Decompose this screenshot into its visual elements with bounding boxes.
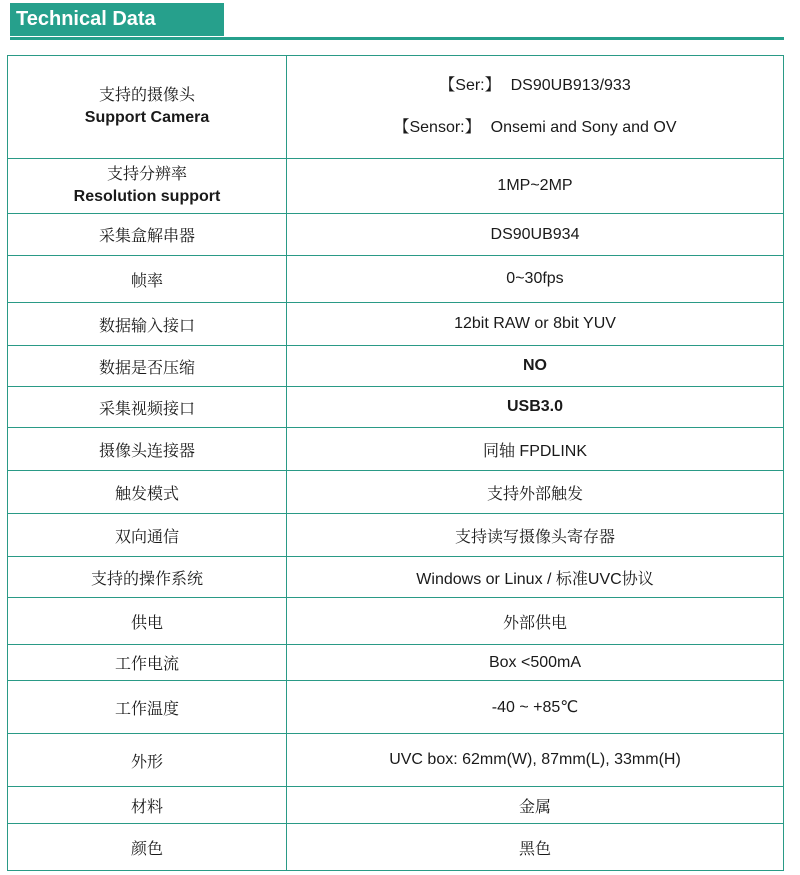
value-text: Onsemi and Sony and OV [490, 119, 677, 136]
label-en: Resolution support [73, 188, 221, 205]
table-row [8, 303, 784, 346]
row-value: 1MP~2MP [287, 159, 784, 214]
table-row [8, 557, 784, 598]
row-value: 12bit RAW or 8bit YUV [287, 303, 784, 346]
value-line [293, 75, 777, 97]
table-row [8, 824, 784, 871]
value-text: DS90UB913/933 [510, 77, 631, 94]
row-label [8, 159, 287, 214]
value-key: 【Ser:】 [439, 77, 501, 94]
label-cn: 支持的摄像头 [98, 87, 195, 104]
table-row [8, 787, 784, 824]
row-label: 帧率 [8, 256, 287, 303]
row-label: 采集视频接口 [8, 387, 287, 428]
table-row [8, 471, 784, 514]
row-value: Box <500mA [287, 645, 784, 681]
row-label: 材料 [8, 787, 287, 824]
row-value: DS90UB934 [287, 214, 784, 256]
table-row [8, 428, 784, 471]
table-row [8, 645, 784, 681]
row-label: 触发模式 [8, 471, 287, 514]
table-row [8, 159, 784, 214]
row-value: 支持外部触发 [287, 471, 784, 514]
label-cn: 支持分辨率 [106, 166, 187, 183]
row-value: 同轴 FPDLINK [287, 428, 784, 471]
row-value: UVC box: 62mm(W), 87mm(L), 33mm(H) [287, 734, 784, 787]
value-key: 【Sensor:】 [393, 119, 481, 136]
row-value [287, 56, 784, 159]
table-row [8, 214, 784, 256]
section-divider [10, 37, 784, 40]
row-label: 外形 [8, 734, 287, 787]
row-label: 数据输入接口 [8, 303, 287, 346]
table-row [8, 346, 784, 387]
row-label: 工作电流 [8, 645, 287, 681]
row-label: 颜色 [8, 824, 287, 871]
row-value: 0~30fps [287, 256, 784, 303]
row-value: 外部供电 [287, 598, 784, 645]
row-value: NO [287, 346, 784, 387]
section-title: Technical Data [10, 3, 224, 36]
row-label: 双向通信 [8, 514, 287, 557]
row-value: USB3.0 [287, 387, 784, 428]
table-row [8, 256, 784, 303]
row-label: 数据是否压缩 [8, 346, 287, 387]
table-row [8, 681, 784, 734]
row-value: 黑色 [287, 824, 784, 871]
row-label: 摄像头连接器 [8, 428, 287, 471]
row-value: -40 ~ +85℃ [287, 681, 784, 734]
table-row [8, 514, 784, 557]
row-label: 采集盒解串器 [8, 214, 287, 256]
label-en: Support Camera [84, 109, 210, 126]
row-value: Windows or Linux / 标准UVC协议 [287, 557, 784, 598]
table-row [8, 387, 784, 428]
row-label: 供电 [8, 598, 287, 645]
row-label [8, 56, 287, 159]
value-line [293, 117, 777, 139]
row-value: 支持读写摄像头寄存器 [287, 514, 784, 557]
row-label: 支持的操作系统 [8, 557, 287, 598]
table-row [8, 734, 784, 787]
row-value: 金属 [287, 787, 784, 824]
technical-data-table [7, 55, 784, 871]
row-label: 工作温度 [8, 681, 287, 734]
table-row [8, 598, 784, 645]
table-row [8, 56, 784, 159]
